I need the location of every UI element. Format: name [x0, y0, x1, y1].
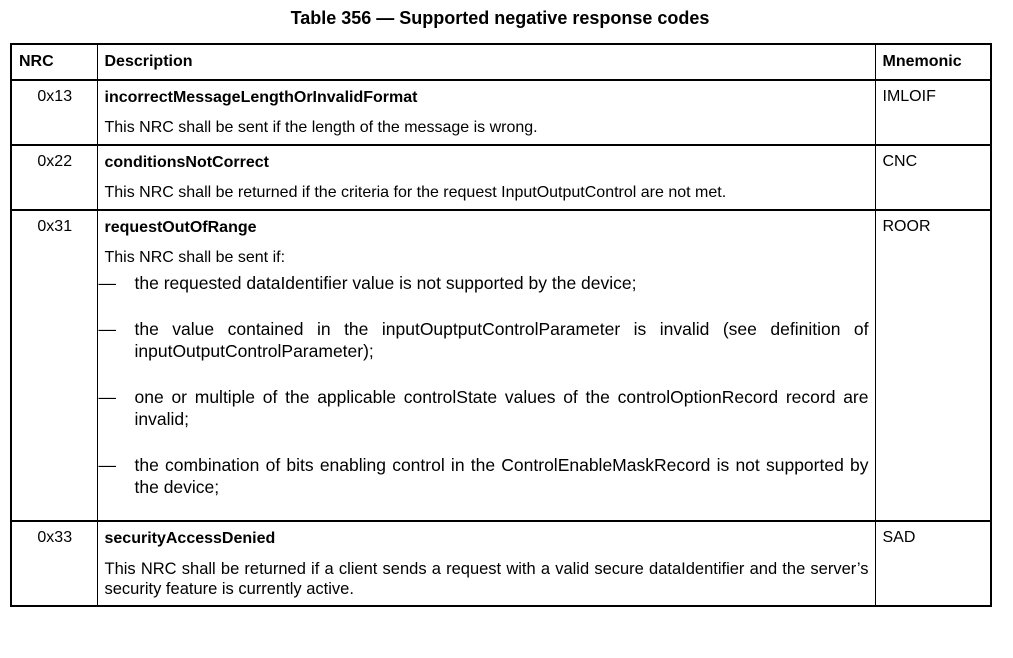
- nrc-name: conditionsNotCorrect: [104, 154, 269, 171]
- bullet-marker: —: [98, 387, 116, 407]
- nrc-code: 0x31: [11, 210, 97, 521]
- list-item: [98, 318, 869, 362]
- bullet-text: one or multiple of the applicable controlState values of the controlOptionRecord record are invalid;: [134, 387, 869, 429]
- nrc-mnemonic: IMLOIF: [875, 80, 991, 145]
- header-nrc: NRC: [11, 44, 97, 80]
- bullet-marker: —: [98, 319, 116, 339]
- table-header-row: [11, 44, 991, 80]
- nrc-name: incorrectMessageLengthOrInvalidFormat: [104, 89, 418, 106]
- nrc-code: 0x22: [11, 145, 97, 210]
- table-row: [11, 210, 991, 521]
- list-item: [98, 386, 869, 430]
- list-item: [98, 454, 869, 498]
- nrc-mnemonic: SAD: [875, 521, 991, 606]
- header-mnemonic: Mnemonic: [875, 44, 991, 80]
- description-cell: [97, 210, 875, 521]
- description-cell: [97, 145, 875, 210]
- table-row: [11, 521, 991, 606]
- list-item: [98, 272, 869, 294]
- table-row: [11, 145, 991, 210]
- nrc-description: This NRC shall be sent if:: [104, 249, 286, 266]
- nrc-name: requestOutOfRange: [104, 219, 257, 236]
- description-cell: [97, 521, 875, 606]
- nrc-mnemonic: ROOR: [875, 210, 991, 521]
- negative-response-codes-table: [10, 43, 992, 607]
- bullet-marker: —: [98, 455, 116, 475]
- nrc-description: This NRC shall be sent if the length of the message is wrong.: [104, 119, 538, 136]
- nrc-code: 0x33: [11, 521, 97, 606]
- bullet-marker: —: [98, 273, 116, 293]
- nrc-mnemonic: CNC: [875, 145, 991, 210]
- nrc-description: This NRC shall be returned if a client sends a request with a valid secure dataIdentifier and the server’s security feature is currently active.: [104, 560, 869, 598]
- bullet-text: the value contained in the inputOuptputControlParameter is invalid (see definition of inputOutputControlParameter);: [134, 319, 869, 361]
- bullet-text: the requested dataIdentifier value is not supported by the device;: [134, 273, 637, 293]
- description-cell: [97, 80, 875, 145]
- nrc-code: 0x13: [11, 80, 97, 145]
- bullet-text: the combination of bits enabling control in the ControlEnableMaskRecord is not supported by the device;: [134, 455, 869, 497]
- header-description: Description: [97, 44, 875, 80]
- table-caption: Table 356 — Supported negative response codes: [290, 8, 710, 28]
- nrc-description: This NRC shall be returned if the criteria for the request InputOutputControl are not met.: [104, 184, 727, 201]
- table-row: [11, 80, 991, 145]
- nrc-name: securityAccessDenied: [104, 530, 276, 547]
